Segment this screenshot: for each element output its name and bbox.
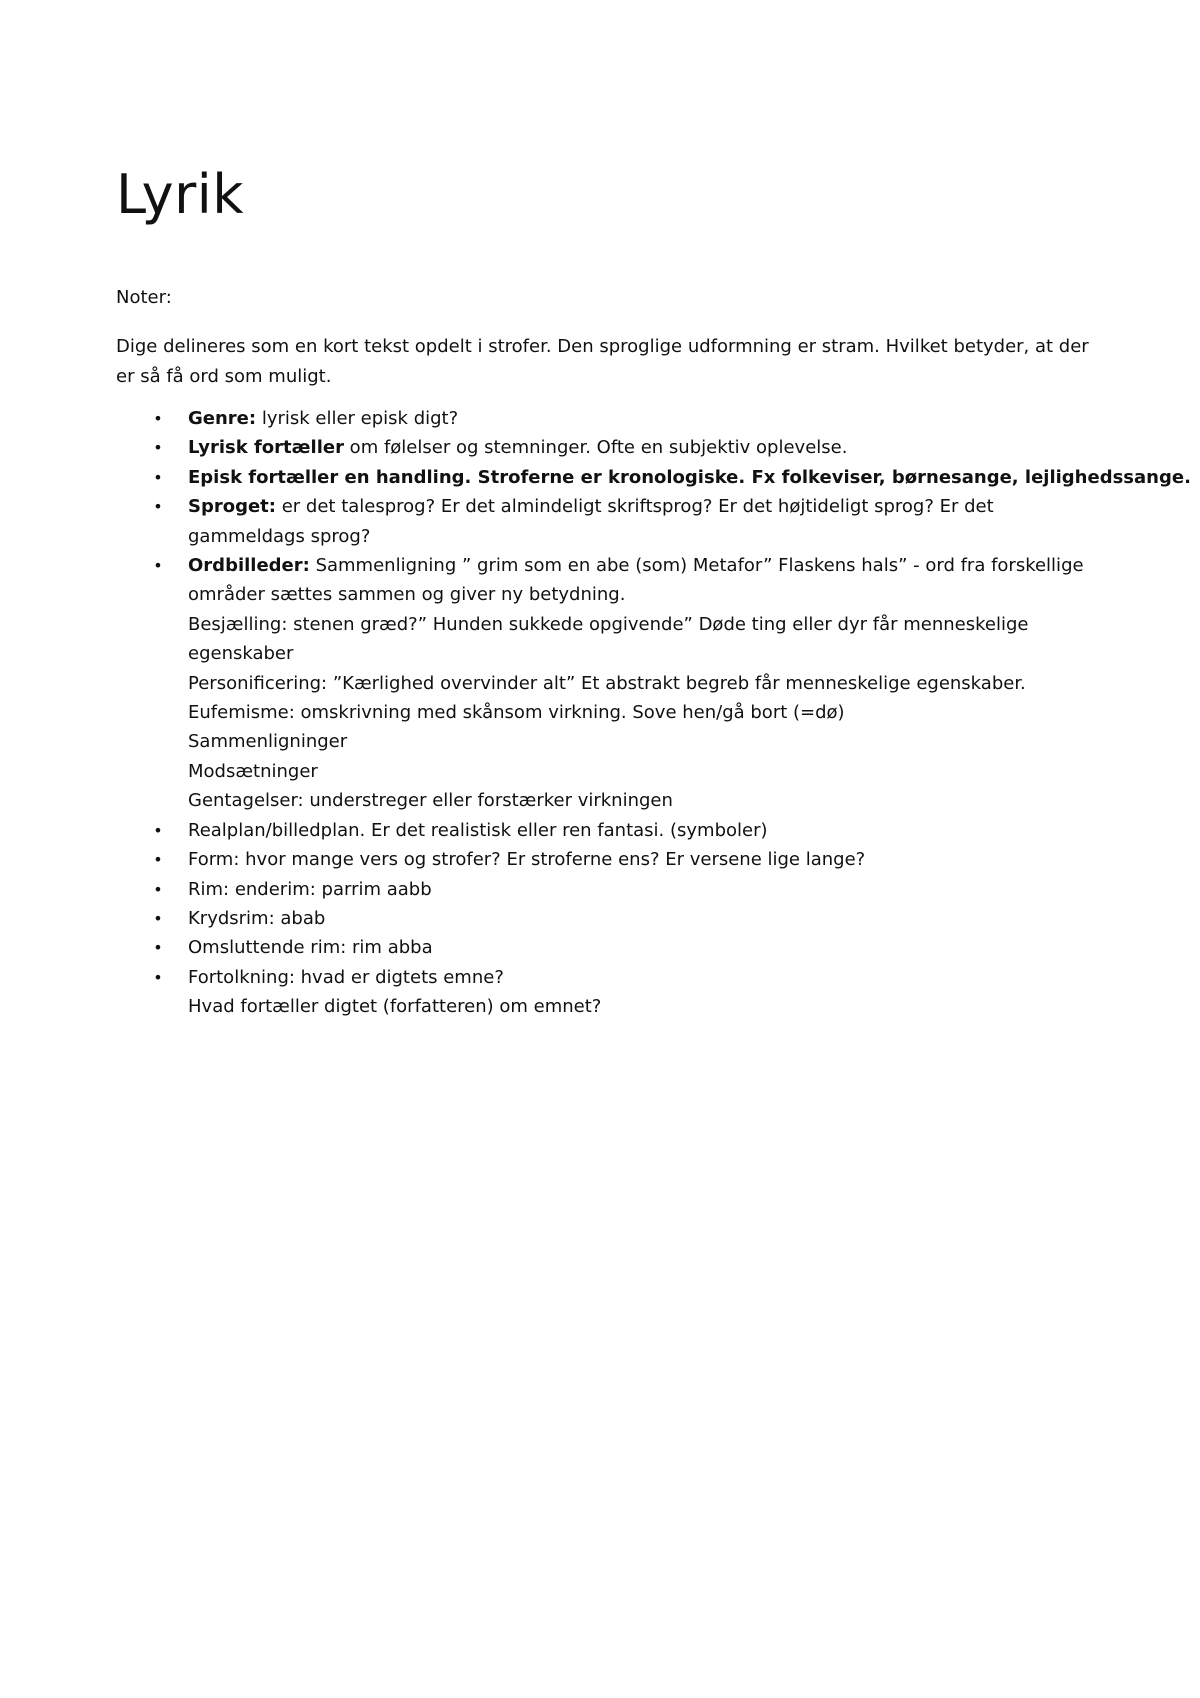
list-item-text: Hvad fortæller digtet (forfatteren) om emnet?	[188, 996, 602, 1018]
bold-term: Genre:	[188, 408, 257, 429]
list-item-line	[188, 669, 1106, 698]
list-item-text: områder sættes sammen og giver ny betydning.	[188, 584, 626, 606]
list-item	[116, 463, 1191, 492]
list-item-text: gammeldags sprog?	[188, 525, 371, 547]
list-item-line	[188, 639, 1106, 668]
bullet-icon: •	[153, 820, 163, 840]
list-item-line	[188, 492, 1106, 521]
bullet-icon: •	[153, 938, 163, 958]
bullet-icon: •	[153, 850, 163, 870]
list-item-text: Sammenligning ” grim som en abe (som) Metafor” Flaskens hals” - ord fra forskellige	[309, 555, 1084, 577]
bullet-icon: •	[153, 879, 163, 899]
list-item	[116, 875, 1106, 904]
bullet-icon: •	[153, 967, 163, 987]
bold-term: Ordbilleder:	[188, 555, 310, 577]
list-item-line	[188, 992, 1106, 1021]
list-item-text: er det talesprog? Er det almindeligt skriftsprog? Er det højtideligt sprog? Er det	[276, 496, 994, 518]
list-item-line	[188, 698, 1106, 727]
list-item-line	[188, 816, 1106, 845]
list-item	[116, 845, 1106, 874]
list-item	[116, 492, 1106, 551]
list-item-text: lyrisk eller episk digt?	[256, 408, 459, 429]
list-item-line	[188, 963, 1106, 992]
intro-line: Dige delineres som en kort tekst opdelt i strofer. Den sproglige udformning er stram. Hvilket betyder, at der	[116, 336, 1089, 357]
list-item-line	[188, 463, 1191, 492]
list-item-line	[188, 786, 1106, 815]
list-item	[116, 963, 1106, 1022]
list-item	[116, 433, 1106, 462]
list-item-line	[188, 433, 1106, 462]
list-item-text: Fortolkning: hvad er digtets emne?	[188, 966, 504, 988]
bullet-icon: •	[153, 556, 163, 576]
list-item-line	[188, 551, 1106, 580]
list-item-line	[188, 845, 1106, 874]
list-item	[116, 404, 1106, 433]
bullet-icon: •	[153, 908, 163, 928]
list-item-text: Realplan/billedplan. Er det realistisk eller ren fantasi. (symboler)	[188, 819, 768, 841]
list-item-text: Sammenligninger	[188, 731, 348, 753]
bullet-icon: •	[153, 409, 163, 428]
list-item-text: Modsætninger	[188, 760, 318, 782]
list-item-text: Rim: enderim: parrim aabb	[188, 878, 432, 900]
bold-term: Episk fortæller en handling. Stroferne er kronologiske. Fx folkeviser, børnesange, lejlighedssange.	[188, 466, 1191, 488]
list-item-line	[188, 757, 1106, 786]
list-item-line	[188, 727, 1106, 756]
list-item-text: Gentagelser: understreger eller forstærker virkningen	[188, 790, 673, 812]
list-item-line	[188, 522, 1106, 551]
list-item-line	[188, 875, 1106, 904]
list-item	[116, 904, 1106, 933]
notes-label: Noter:	[116, 287, 172, 308]
bold-term: Sproget:	[188, 496, 276, 518]
list-item-text: Eufemisme: omskrivning med skånsom virkning. Sove hen/gå bort (=dø)	[188, 702, 845, 724]
intro-line: er så få ord som muligt.	[116, 366, 332, 387]
bullet-list	[116, 404, 1191, 1022]
list-item	[116, 816, 1106, 845]
list-item-line	[188, 404, 1106, 433]
intro-paragraph	[116, 332, 1096, 392]
list-item-text: Besjælling: stenen græd?” Hunden sukkede opgivende” Døde ting eller dyr får menneskelige	[188, 613, 1029, 635]
bullet-icon: •	[153, 467, 163, 487]
list-item-text: Personificering: ”Kærlighed overvinder alt” Et abstrakt begreb får menneskelige egenskaber.	[188, 672, 1026, 694]
list-item	[116, 933, 1106, 962]
list-item-line	[188, 610, 1106, 639]
bullet-icon: •	[153, 438, 163, 458]
list-item-text: Krydsrim: abab	[188, 907, 326, 929]
list-item-line	[188, 580, 1106, 609]
list-item	[116, 551, 1106, 816]
list-item-text: Omsluttende rim: rim abba	[188, 937, 433, 959]
bullet-icon: •	[153, 497, 163, 517]
bold-term: Lyrisk fortæller	[188, 437, 344, 459]
list-item-line	[188, 904, 1106, 933]
list-item-text: egenskaber	[188, 643, 294, 665]
list-item-line	[188, 933, 1106, 962]
list-item-text: om følelser og stemninger. Ofte en subjektiv oplevelse.	[343, 437, 848, 459]
page-title: Lyrik	[116, 163, 245, 226]
list-item-text: Form: hvor mange vers og strofer? Er stroferne ens? Er versene lige lange?	[188, 849, 866, 871]
